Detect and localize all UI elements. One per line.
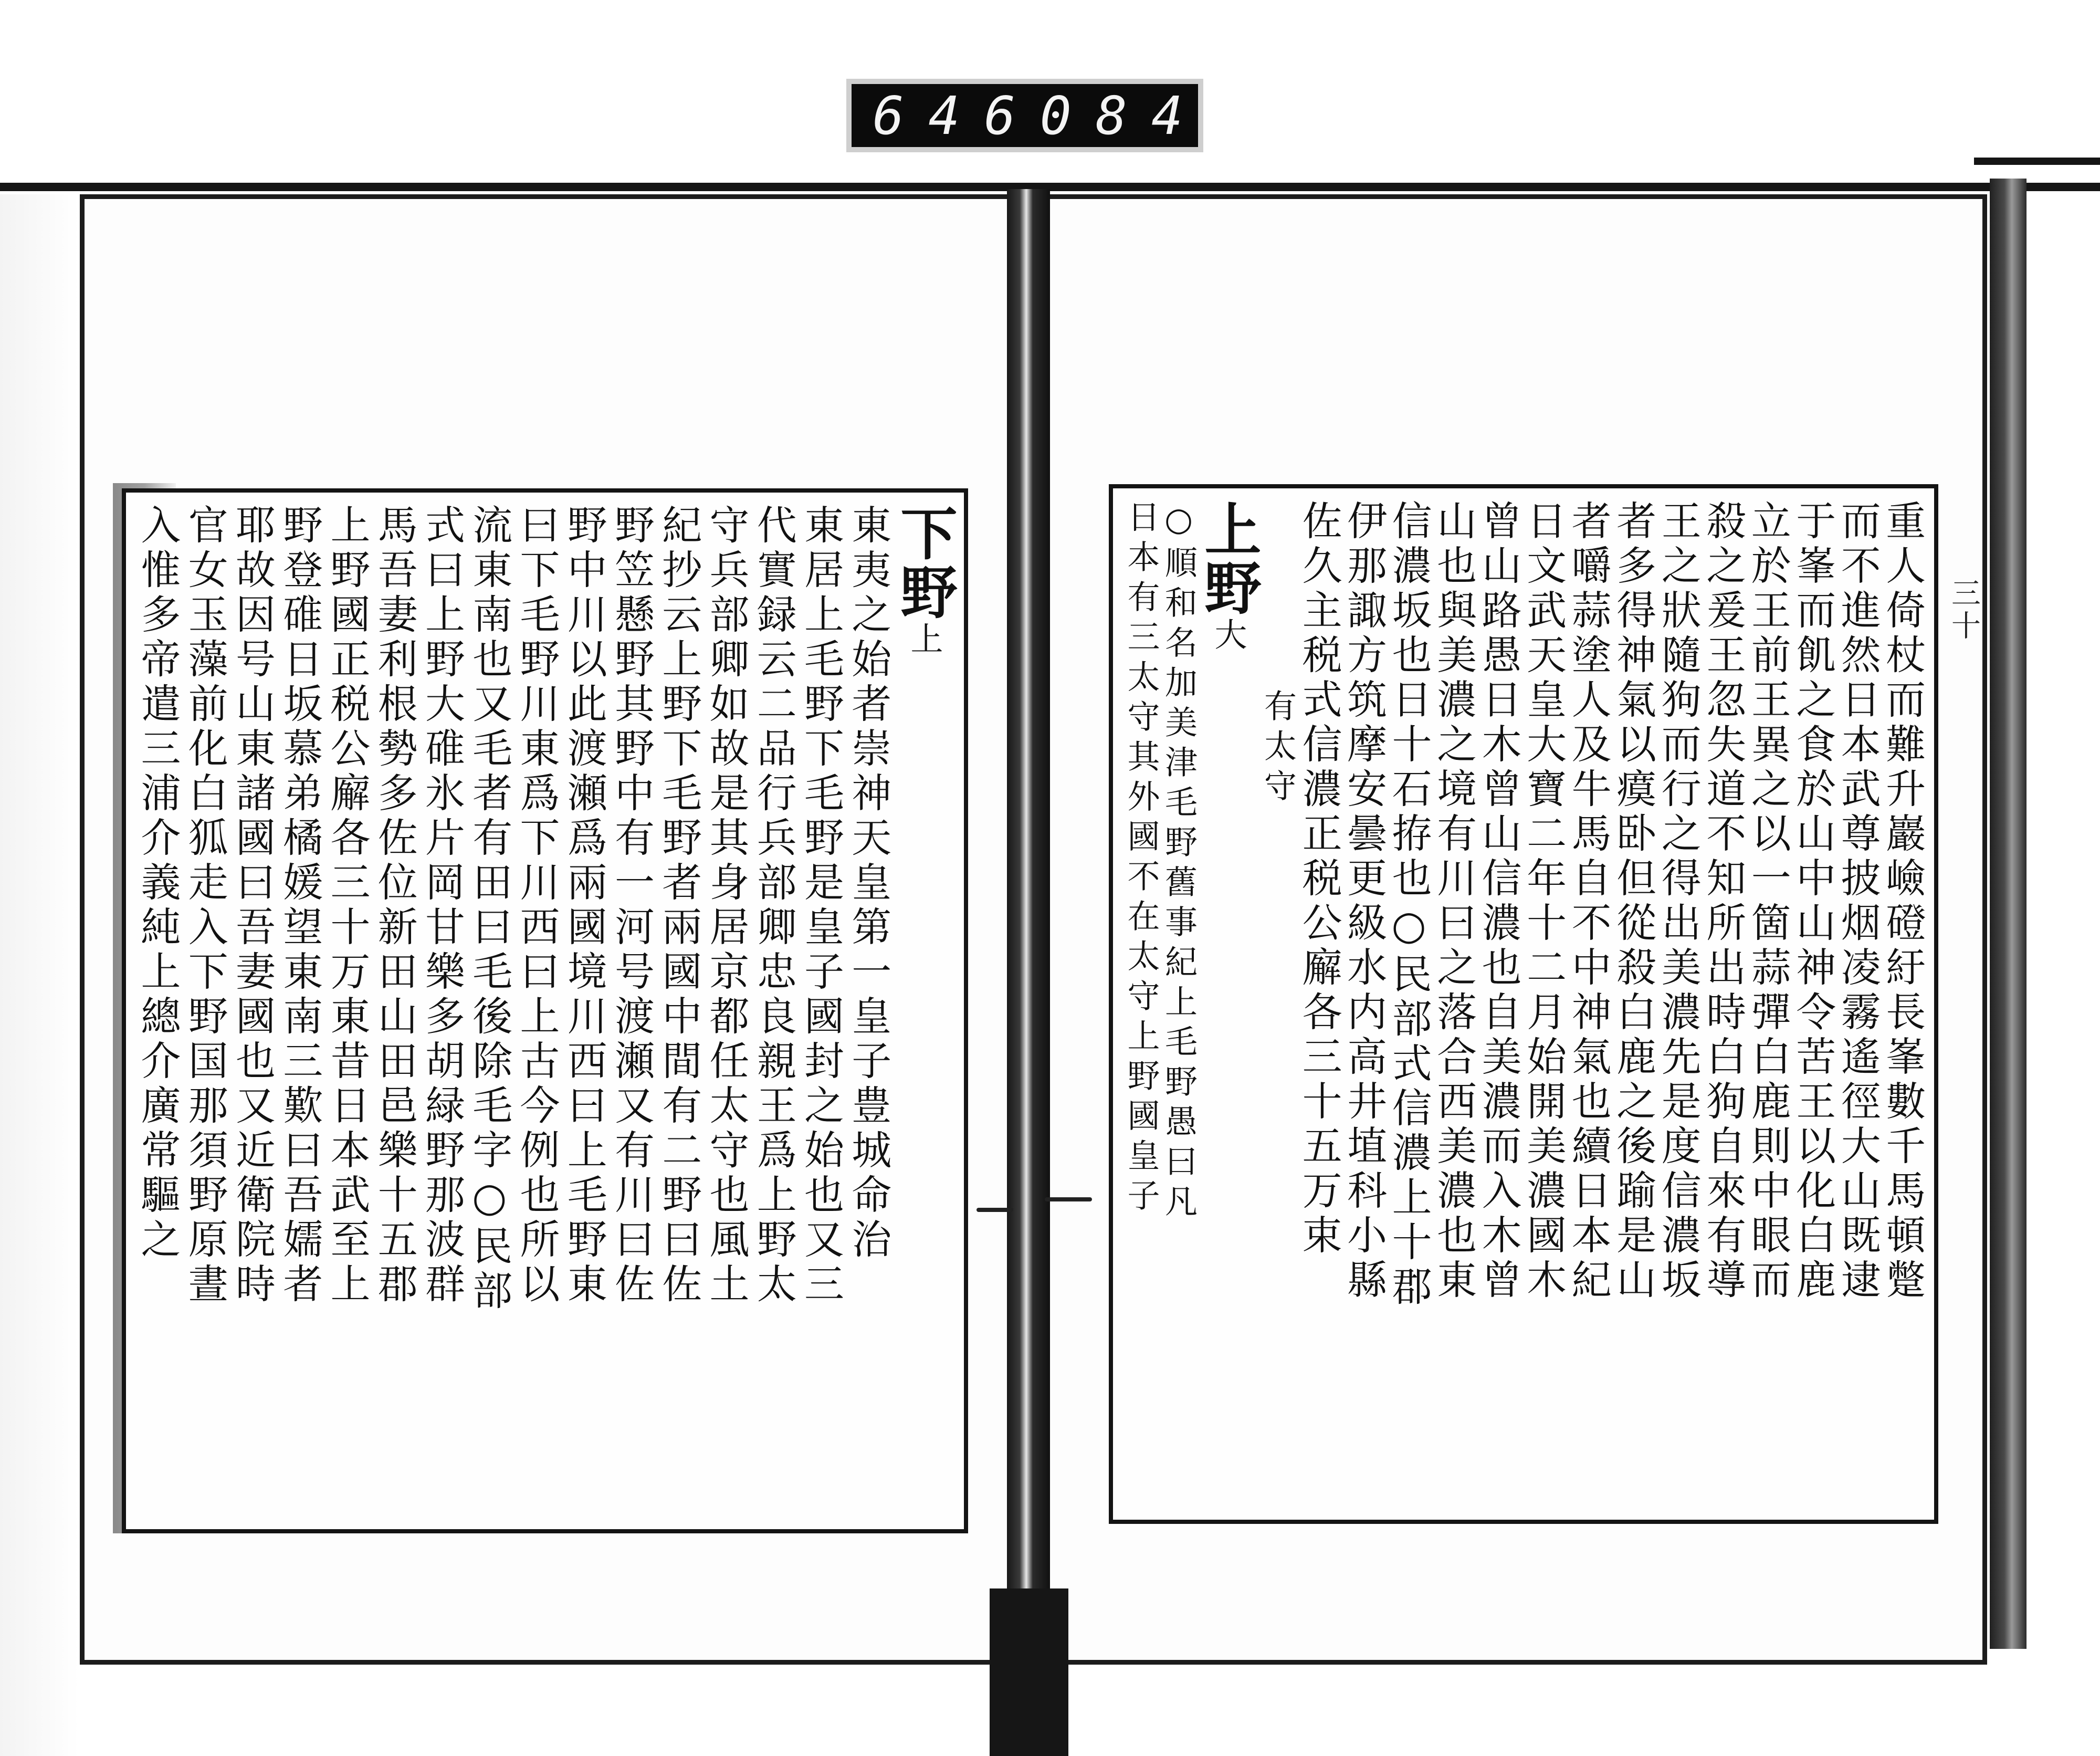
page-stack-edge	[1990, 179, 2026, 1649]
text-column: 官女玉藻前化白狐走入下野国那須野原晝	[182, 504, 229, 1308]
text-column: 伊那諏方筑摩安曇更級水内高井埴科小縣	[1340, 500, 1388, 1303]
section-heading-kozuke: 上野大	[1195, 500, 1262, 652]
text-column: ○順和名加美津毛野舊事紀上毛野愚曰凡	[1159, 500, 1198, 1224]
right-text-block	[1109, 484, 1938, 1524]
text-column: 野登碓日坂慕弟橘媛望東南三歎曰吾嬬者	[276, 504, 323, 1308]
text-column: 者多得神氣以瘼卧但從殺白鹿之後踰是山	[1610, 500, 1657, 1303]
text-column: 野笠懸野其野中有一河号渡瀬又有川曰佐	[608, 504, 655, 1308]
left-columns	[134, 504, 957, 1518]
left-edge	[0, 194, 79, 1756]
top-border-rule	[0, 183, 2100, 191]
text-column: 耶故因号山東諸國曰吾妻國也又近衛院時	[229, 504, 276, 1308]
text-column: 紀抄云上野下毛野者兩國中間有二野曰佐	[655, 504, 702, 1308]
text-column: 信濃坂也日十石拵也○民部式信濃上十郡	[1385, 500, 1433, 1310]
page-margin-note: 三十	[1947, 578, 1981, 643]
text-column: 守兵部卿如故是其身居京都任太守也風土	[703, 504, 750, 1308]
scan-speck	[976, 1208, 1013, 1212]
scan-speck	[1045, 1197, 1092, 1201]
text-column: 殺之爰王忽失道不知所出時白狗自來有導	[1699, 500, 1747, 1303]
film-frame-label	[846, 79, 1208, 152]
text-column: 佐久主税式信濃正税公廨各三十五万束	[1296, 500, 1343, 1259]
spine-clamp	[990, 1588, 1068, 1756]
text-column: 曰下毛野川東爲下川西曰上古今例也所以	[513, 504, 560, 1308]
text-column: 東夷之始者崇神天皇第一皇子豊城命治	[845, 504, 892, 1263]
book-spine	[1007, 189, 1050, 1756]
section-heading-shimotsuke: 下野上	[891, 504, 957, 656]
text-column: 上野國正税公廨各三十万東昔日本武至上	[324, 504, 371, 1308]
text-column: 東居上毛野下毛野是皇子國封之始也又三	[797, 504, 845, 1308]
text-column: 式曰上野大碓氷片岡甘樂多胡緑野那波群	[418, 504, 466, 1308]
heading-side-note: 有太守	[1258, 689, 1297, 809]
text-column: 于峯而飢之食於山中山神令苦王以化白鹿	[1789, 500, 1836, 1303]
text-column: 野中川以此渡瀬爲兩國境川西曰上毛野東	[561, 504, 608, 1308]
text-column: 者嚼蒜塗人及牛馬自不中神氣也續日本紀	[1565, 500, 1612, 1303]
text-column: 而不進然日本武尊披烟凌霧遙徑大山既逮	[1834, 500, 1882, 1303]
left-text-block	[122, 488, 968, 1533]
text-column: 日文武天皇大寶二年十二月始開美濃國木	[1520, 500, 1567, 1303]
text-column: 山也與美濃之境有川曰之落合西美濃也東	[1430, 500, 1477, 1303]
text-column: 日本有三太守其外國不在太守上野國皇子	[1122, 500, 1160, 1218]
text-column: 王之狀隨狗而行之得出美濃先是度信濃坂	[1655, 500, 1702, 1303]
text-column: 馬吾妻利根勢多佐位新田山田邑樂十五郡	[371, 504, 418, 1308]
frame-label-right: 084	[1040, 85, 1208, 147]
text-column: 立於王前王異之以一箇蒜彈白鹿則中眼而	[1745, 500, 1792, 1303]
top-right-rule	[1974, 158, 2100, 165]
text-column: 曾山路愚日木曾山信濃也自美濃而入木曾	[1475, 500, 1522, 1303]
right-columns	[1122, 500, 1926, 1508]
text-column: 入惟多帝遣三浦介義純上總介廣常驅之	[134, 504, 181, 1263]
frame-label-left: 646	[873, 85, 1040, 147]
text-column: 重人倚杖而難升巖嶮磴紆長峯數千馬頓蹩	[1879, 500, 1926, 1303]
text-column: 流東南也又毛者有田曰毛後除毛字○民部	[466, 504, 513, 1314]
text-column: 代實録云二品行兵部卿忠良親王爲上野太	[750, 504, 797, 1308]
